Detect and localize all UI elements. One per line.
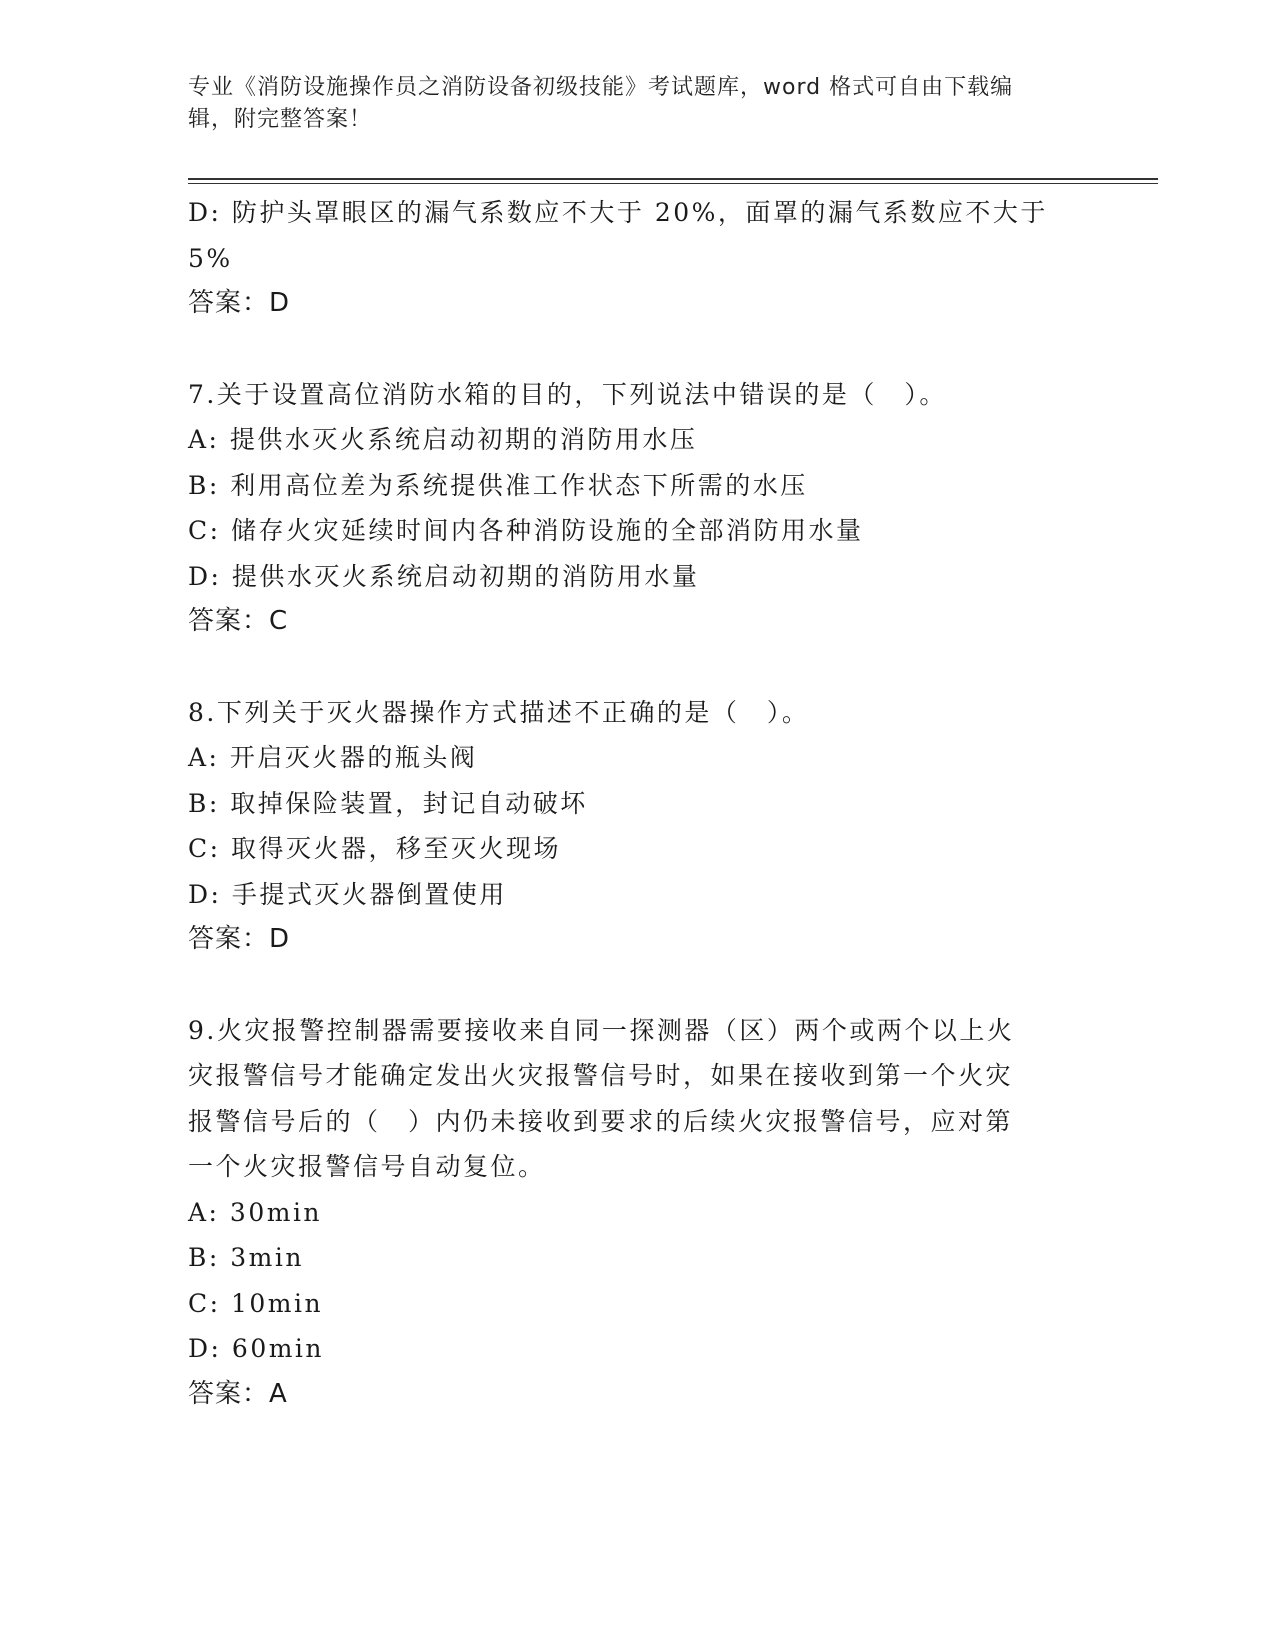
option-b: B: 利用高位差为系统提供准工作状态下所需的水压 [188,470,808,500]
answer-line: 答案：D [188,288,291,318]
question-8 [188,690,1068,963]
question-stem-line-4: 一个火灾报警信号自动复位。 [188,1152,546,1181]
question-stem: 8.下列关于灭火器操作方式描述不正确的是（ ）。 [188,697,810,727]
header-line-1: 专业《消防设施操作员之消防设备初级技能》考试题库，word 格式可自由下载编 [188,75,1014,100]
header-divider-secondary [188,183,1158,184]
option-a: A: 开启灭火器的瓶头阀 [188,743,478,772]
option-d: D: 手提式灭火器倒置使用 [188,879,507,909]
option-d-continued: 5% [188,243,233,273]
answer-line: 答案：C [188,606,289,636]
question-9 [188,1008,1068,1418]
option-a: A: 提供水灭火系统启动初期的消防用水压 [188,425,698,454]
question-stem: 7.关于设置高位消防水箱的目的，下列说法中错误的是（ ）。 [188,379,947,409]
question-stem-line-3: 报警信号后的（ ）内仍未接收到要求的后续火灾报警信号，应对第 [188,1106,1014,1136]
header-divider [188,178,1158,180]
option-c: C: 取得灭火器，移至灭火现场 [188,834,561,863]
option-c: C: 10min [188,1288,324,1318]
option-d: D: 防护头罩眼区的漏气系数应不大于 20%，面罩的漏气系数应不大于 [188,198,1048,227]
spacer [188,327,1068,372]
question-stem-line-1: 9.火灾报警控制器需要接收来自同一探测器（区）两个或两个以上火 [188,1015,1015,1045]
option-b: B: 取掉保险装置，封记自动破坏 [188,788,588,818]
answer-line: 答案：A [188,1378,288,1409]
option-b: B: 3min [188,1243,304,1272]
option-d: D: 提供水灭火系统启动初期的消防用水量 [188,561,700,591]
answer-line: 答案：D [188,924,291,954]
option-d: D: 60min [188,1334,325,1363]
spacer [188,963,1068,1008]
header-line-2: 辑，附完整答案！ [188,107,373,132]
page-header [188,72,1068,136]
question-7 [188,372,1068,645]
document-body [188,190,1068,1417]
option-c: C: 储存火灾延续时间内各种消防设施的全部消防用水量 [188,516,864,545]
question-stem-line-2: 灾报警信号才能确定发出火灾报警信号时，如果在接收到第一个火灾 [188,1061,1014,1090]
previous-question-tail [188,190,1068,327]
option-a: A: 30min [188,1197,323,1227]
spacer [188,645,1068,690]
